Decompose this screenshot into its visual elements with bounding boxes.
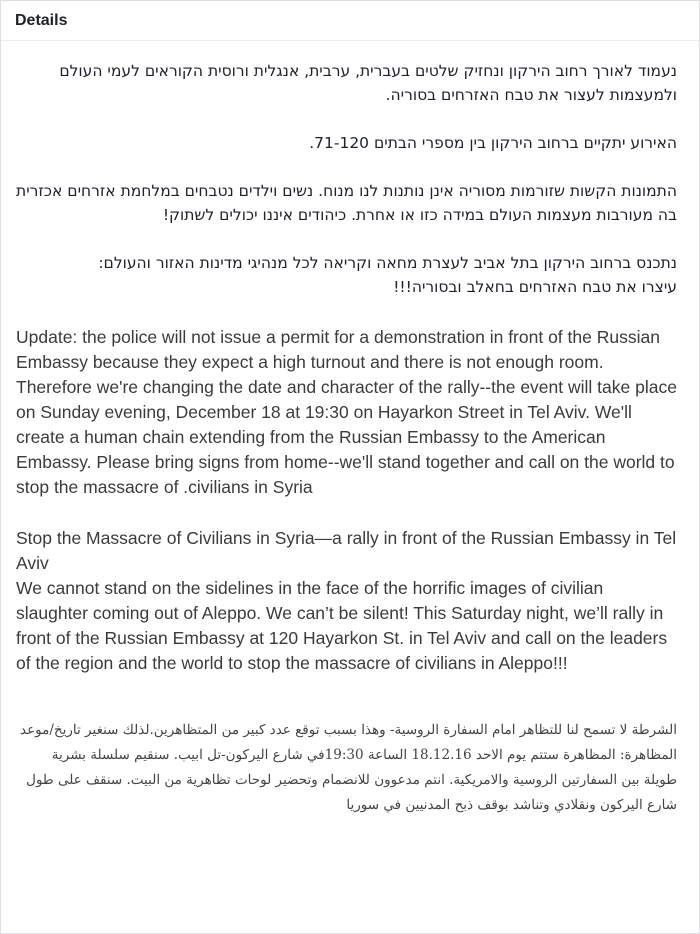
details-header bbox=[1, 1, 699, 41]
arabic-paragraph: الشرطة لا تسمح لنا للتظاهر امام السفارة الروسية- وهذا بسبب توقع عدد كبير من المتظاهرين.لذلك سنغير تاريخ/موعد المظاهرة: المظاهرة ستتم يوم الاحد 18.12.16 الساعة 19:30في شارع اليركون-تل ابيب. سنقيم سلسلة بشرية طويلة بين السفارتين الروسية والامريكية. انتم مدعوون للانضمام وتحضير لوحات تظاهرية من البيت. سنقف على طول شارع اليركون ونقلادي وتناشد بوقف ذبح المدنيين في سوريا bbox=[20, 722, 677, 813]
hebrew-paragraph-call: נתכנס ברחוב הירקון בתל אביב לעצרת מחאה וקריאה לכל מנהיגי מדינות האזור והעולם: עיצרו את טבח האזרחים בחאלב ובסוריה!!! bbox=[98, 254, 677, 296]
details-title: Details bbox=[15, 12, 68, 29]
hebrew-paragraph-intro: נעמוד לאורך רחוב הירקון ונחזיק שלטים בעברית, ערבית, אנגלית ורוסית הקוראים לעמי העולם ולמעצמות לעצור את טבח האזרחים בסוריה. bbox=[59, 62, 677, 104]
event-description bbox=[16, 59, 677, 818]
english-update-paragraph: Update: the police will not issue a permit for a demonstration in front of the Russian Embassy because they expect a high turnout and there is not enough room. Therefore we're changing the date and character of the rally--the event will take place on Sunday evening, December 18 at 19:30 on Hayarkon Street in Tel Aviv. We'll create a human chain extending from the Russian Embassy to the American Embassy. Please bring signs from home--we'll stand together and call on the world to stop the massacre of .civilians in Syria bbox=[16, 327, 677, 497]
hebrew-paragraph-location: האירוע יתקיים ברחוב הירקון בין מספרי הבתים 71-120. bbox=[309, 134, 677, 152]
hebrew-paragraph-images: התמונות הקשות שזורמות מסוריה אינן נותנות לנו מנוח. נשים וילדים נטבחים במלחמת אזרחים אכזרית בה מעורבות מעצמות העולם במידה כזו או אחרת. כיהודים איננו יכולים לשתוק! bbox=[16, 182, 677, 224]
english-rally-paragraph: Stop the Massacre of Civilians in Syria—a rally in front of the Russian Embassy in Tel Aviv We cannot stand on the sidelines in the face of the horrific images of civilian slaughter coming out of Aleppo. We can’t be silent! This Saturday night, we’ll rally in front of the Russian Embassy at 120 Hayarkon St. in Tel Aviv and call on the leaders of the region and the world to stop the massacre of civilians in Aleppo!!! bbox=[16, 528, 677, 673]
